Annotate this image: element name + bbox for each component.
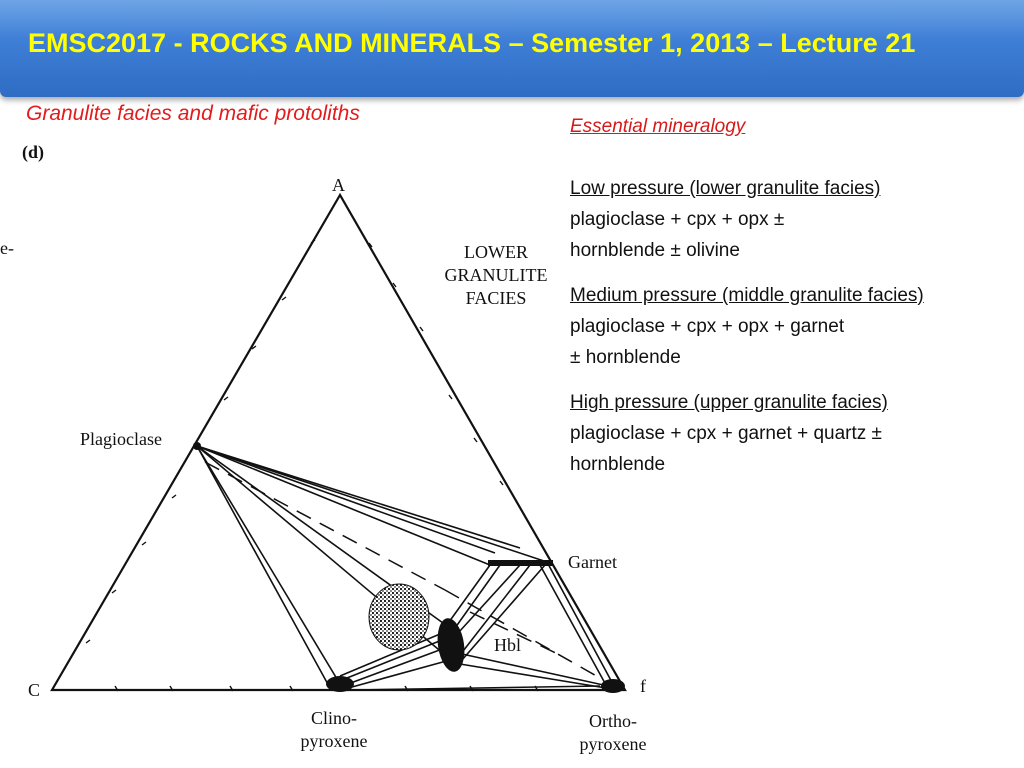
stippled-field — [369, 584, 429, 650]
panel-label: (d) — [22, 142, 44, 162]
facies-line-3: FACIES — [465, 288, 527, 308]
medium-pressure-title: Medium pressure (middle granulite facies) — [570, 285, 924, 306]
header-bar — [0, 0, 1024, 97]
facies-line-2: GRANULITE — [444, 265, 548, 285]
orthopyroxene-label-2: pyroxene — [579, 734, 647, 754]
clinopyroxene-field — [326, 676, 354, 692]
low-pressure-line-1: plagioclase + cpx + opx ± — [570, 209, 785, 230]
vertex-a-label: A — [332, 175, 345, 195]
facies-line-1: LOWER — [464, 242, 528, 262]
fragment-f-label: f — [640, 676, 646, 696]
ternary-diagram — [0, 130, 660, 768]
slide-title: EMSC2017 - ROCKS AND MINERALS – Semester 1, 2013 – Lecture 21 — [28, 28, 916, 58]
medium-pressure-line-2: ± hornblende — [570, 347, 681, 368]
clinopyroxene-label-1: Clino- — [310, 708, 358, 728]
high-pressure-title: High pressure (upper granulite facies) — [570, 392, 888, 413]
orthopyroxene-field — [601, 679, 625, 693]
hbl-label: Hbl — [494, 635, 521, 655]
plagioclase-point — [193, 442, 201, 450]
high-pressure-line-2: hornblende — [570, 454, 666, 475]
vertex-c-label: C — [28, 680, 41, 700]
mineralogy-notes — [570, 111, 1015, 494]
tie-lines — [197, 446, 614, 690]
clinopyroxene-label-2: pyroxene — [300, 731, 368, 751]
low-pressure-line-2: hornblende ± olivine — [570, 240, 740, 261]
notes-heading: Essential mineralogy — [570, 116, 746, 137]
plagioclase-label: Plagioclase — [80, 429, 162, 449]
edge-fragment-label: e- — [0, 238, 14, 258]
garnet-label: Garnet — [568, 552, 617, 572]
medium-pressure-line-1: plagioclase + cpx + opx + garnet — [570, 316, 845, 337]
high-pressure-line-1: plagioclase + cpx + garnet + quartz ± — [570, 423, 882, 444]
slide-subtitle: Granulite facies and mafic protoliths — [26, 102, 360, 125]
medium-pressure-section — [570, 280, 1015, 373]
low-pressure-title: Low pressure (lower granulite facies) — [570, 178, 881, 199]
low-pressure-section — [570, 173, 1015, 266]
high-pressure-section — [570, 387, 1015, 480]
orthopyroxene-label-1: Ortho- — [589, 711, 637, 731]
